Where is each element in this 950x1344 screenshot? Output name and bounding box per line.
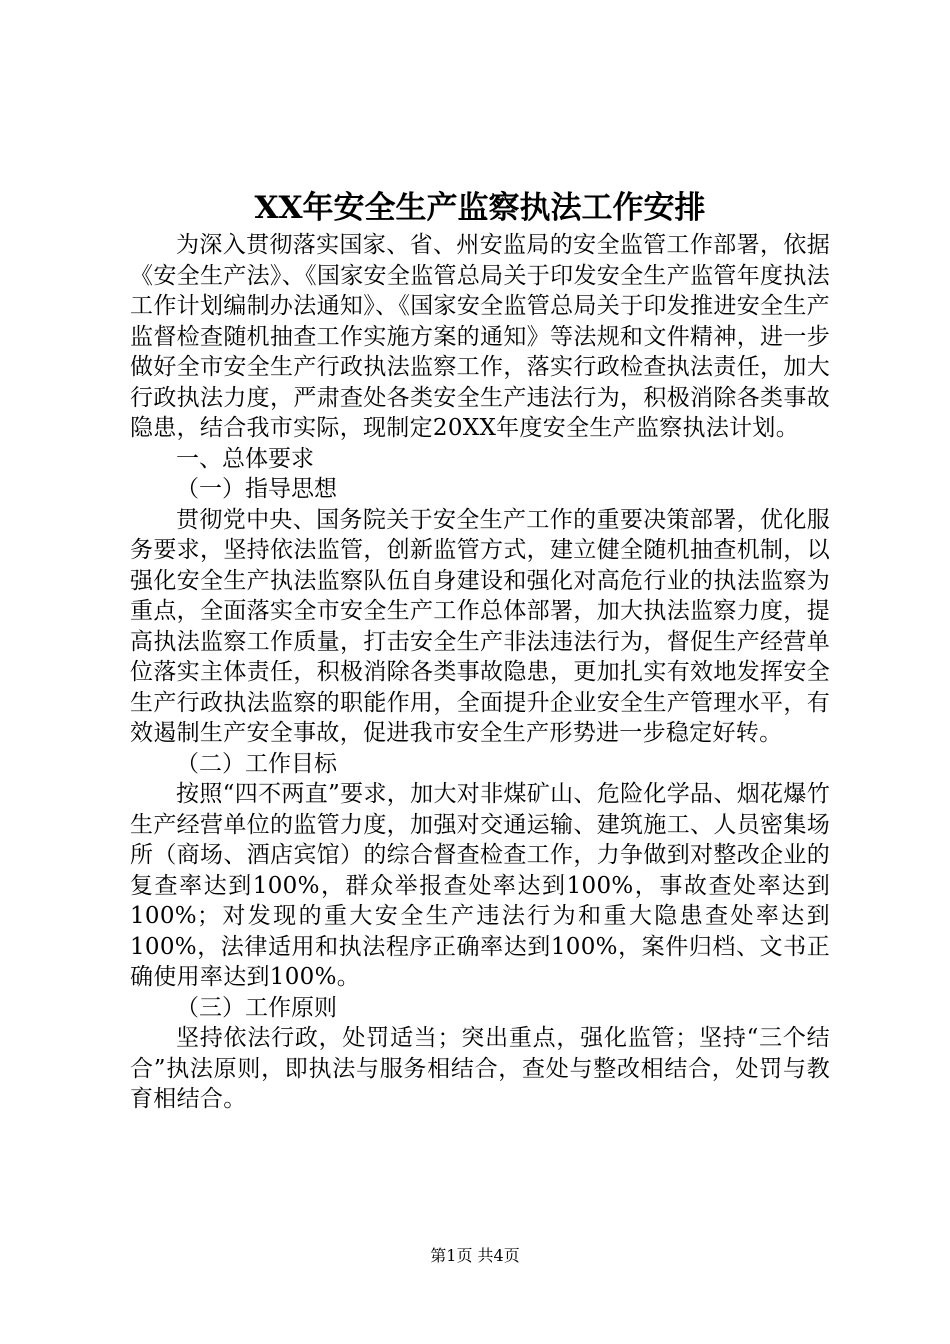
work-goals-paragraph: 按照“四不两直”要求，加大对非煤矿山、危险化学品、烟花爆竹生产经营单位的监管力度，加强对交通运输、建筑施工、人员密集场所（商场、酒店宾馆）的综合督查检查工作，力争做到对整改企业的复查率达到100%，群众举报查处率达到100%，事故查处率达到100%；对发现的重大安全生产违法行为和重大隐患查处率达到100%，法律适用和执法程序正确率达到100%，案件归档、文书正确使用率达到100%。 bbox=[130, 781, 830, 990]
document-title: XX年安全生产监察执法工作安排 bbox=[254, 190, 706, 226]
document-body bbox=[130, 186, 830, 1115]
guiding-thought-paragraph: 贯彻党中央、国务院关于安全生产工作的重要决策部署，优化服务要求，坚持依法监管，创新监管方式，建立健全随机抽查机制，以强化安全生产执法监察队伍自身建设和强化对高危行业的执法监察为重点，全面落实全市安全生产工作总体部署，加大执法监察力度，提高执法监察工作质量，打击安全生产非法违法行为，督促生产经营单位落实主体责任，积极消除各类事故隐患，更加扎实有效地发挥安全生产行政执法监察的职能作用，全面提升企业安全生产管理水平，有效遏制生产安全事故，促进我市安全生产形势进一步稳定好转。 bbox=[130, 506, 830, 746]
intro-paragraph: 为深入贯彻落实国家、省、州安监局的安全监管工作部署，依据《安全生产法》、《国家安全监管总局关于印发安全生产监管年度执法工作计划编制办法通知》、《国家安全监管总局关于印发推进安全生产监督检查随机抽查工作实施方案的通知》等法规和文件精神，进一步做好全市安全生产行政执法监察工作，落实行政检查执法责任，加大行政执法力度，严肃查处各类安全生产违法行为，积极消除各类事故隐患，结合我市实际，现制定20XX年度安全生产监察执法计划。 bbox=[130, 232, 830, 441]
section-heading-overall-requirements: 一、总体要求 bbox=[176, 445, 314, 472]
subsection-heading-work-principles: （三）工作原则 bbox=[176, 994, 337, 1021]
page-footer: 第1页 共4页 bbox=[430, 1246, 520, 1265]
subsection-heading-guiding-thought: （一）指导思想 bbox=[176, 476, 337, 502]
subsection-heading-work-goals: （二）工作目标 bbox=[176, 750, 337, 777]
work-principles-paragraph: 坚持依法行政，处罚适当；突出重点，强化监管；坚持“三个结合”执法原则，即执法与服务相结合，查处与整改相结合，处罚与教育相结合。 bbox=[130, 1025, 830, 1112]
